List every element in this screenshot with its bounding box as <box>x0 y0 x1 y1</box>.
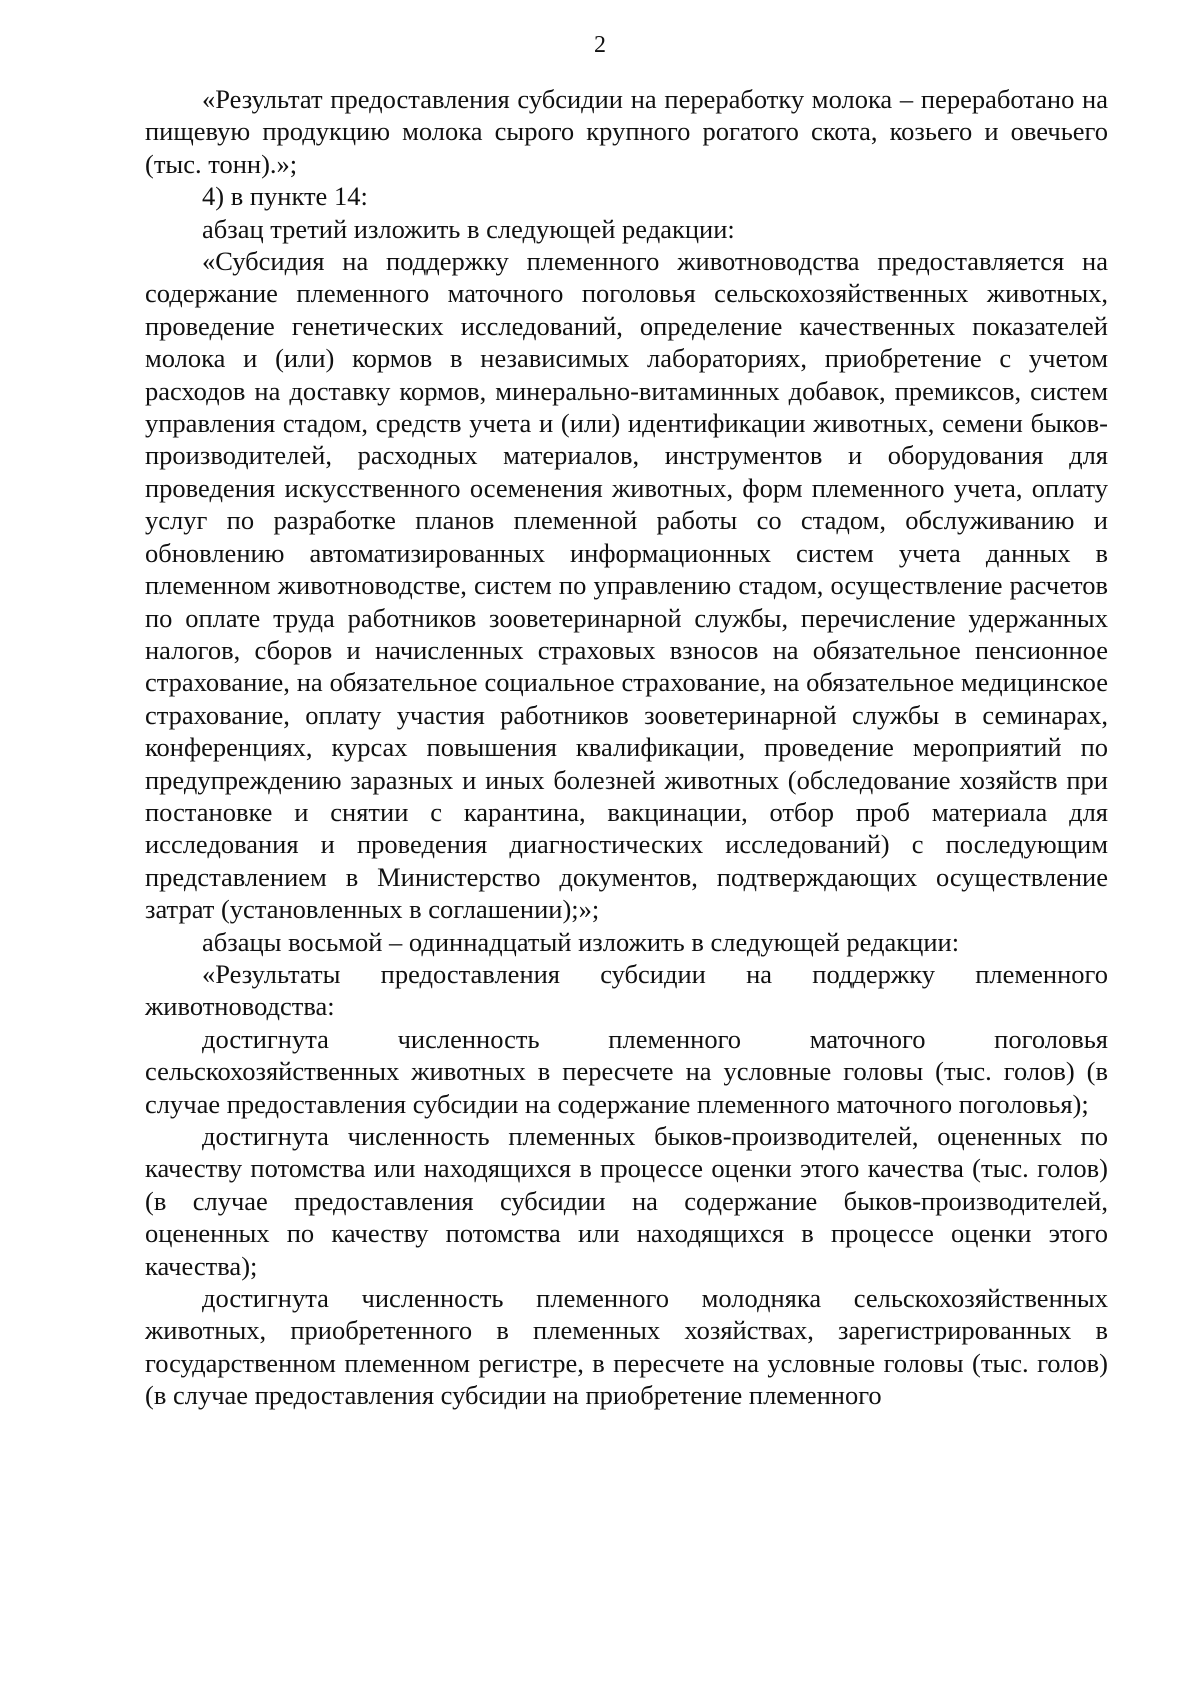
paragraph-result-bulls: достигнута численность племенных быков-производителей, оцененных по качеству потомства или находящихся в процессе оценки этого качества (тыс. голов) (в случае предоставления субсидии на содержание быков-производителей, оцененных по качеству потомства или находящихся в процессе оценки этого качества); <box>145 1121 1108 1281</box>
paragraph-third-abzac-intro: абзац третий изложить в следующей редакции: <box>202 213 735 244</box>
paragraph-result-young-stock: достигнута численность племенного молодняка сельскохозяйственных животных, приобретенного в племенных хозяйствах, зарегистрированных в государственном племенном регистре, в пересчете на условные головы (тыс. голов) (в случае предоставления субсидии на приобретение племенного <box>145 1283 1108 1411</box>
document-body <box>145 83 1108 1412</box>
page-number: 2 <box>594 32 606 58</box>
paragraph-results-heading: «Результаты предоставления субсидии на поддержку племенного животноводства: <box>145 958 1108 1022</box>
paragraph-result-breeding-stock: достигнута численность племенного маточного поголовья сельскохозяйственных животных в пересчете на условные головы (тыс. голов) (в случае предоставления субсидии на содержание племенного маточного поголовья); <box>145 1023 1108 1119</box>
paragraph-abzacs-8-11-intro: абзацы восьмой – одиннадцатый изложить в следующей редакции: <box>202 926 960 957</box>
paragraph-item-14: 4) в пункте 14: <box>202 181 368 212</box>
paragraph-breeding-subsidy: «Субсидия на поддержку племенного животноводства предоставляется на содержание племенного маточного поголовья сельскохозяйственных животных, проведение генетических исследований, определение качественных показателей молока и (или) кормов в независимых лабораториях, приобретение с учетом расходов на доставку кормов, минерально-витаминных добавок, премиксов, систем управления стадом, средств учета и (или) идентификации животных, семени быков-производителей, расходных материалов, инструментов и оборудования для проведения искусственного осеменения животных, форм племенного учета, оплату услуг по разработке планов племенной работы со стадом, обслуживанию и обновлению автоматизированных информационных систем учета данных в племенном животноводстве, систем по управлению стадом, осуществление расчетов по оплате труда работников зооветеринарной службы, перечисление удержанных налогов, сборов и начисленных страховых взносов на обязательное пенсионное страхование, на обязательное социальное страхование, на обязательное медицинское страхование, оплату участия работников зооветеринарной службы в семинарах, конференциях, курсах повышения квалификации, проведение мероприятий по предупреждению заразных и иных болезней животных (обследование хозяйств при постановке и снятии с карантина, вакцинации, отбор проб материала для исследования и проведения диагностических исследований) с последующим представлением в Министерство документов, подтверждающих осуществление затрат (установленных в соглашении);»; <box>145 246 1108 925</box>
paragraph-milk-processing-result: «Результат предоставления субсидии на переработку молока – переработано на пищевую продукцию молока сырого крупного рогатого скота, козьего и овечьего (тыс. тонн).»; <box>145 84 1108 179</box>
